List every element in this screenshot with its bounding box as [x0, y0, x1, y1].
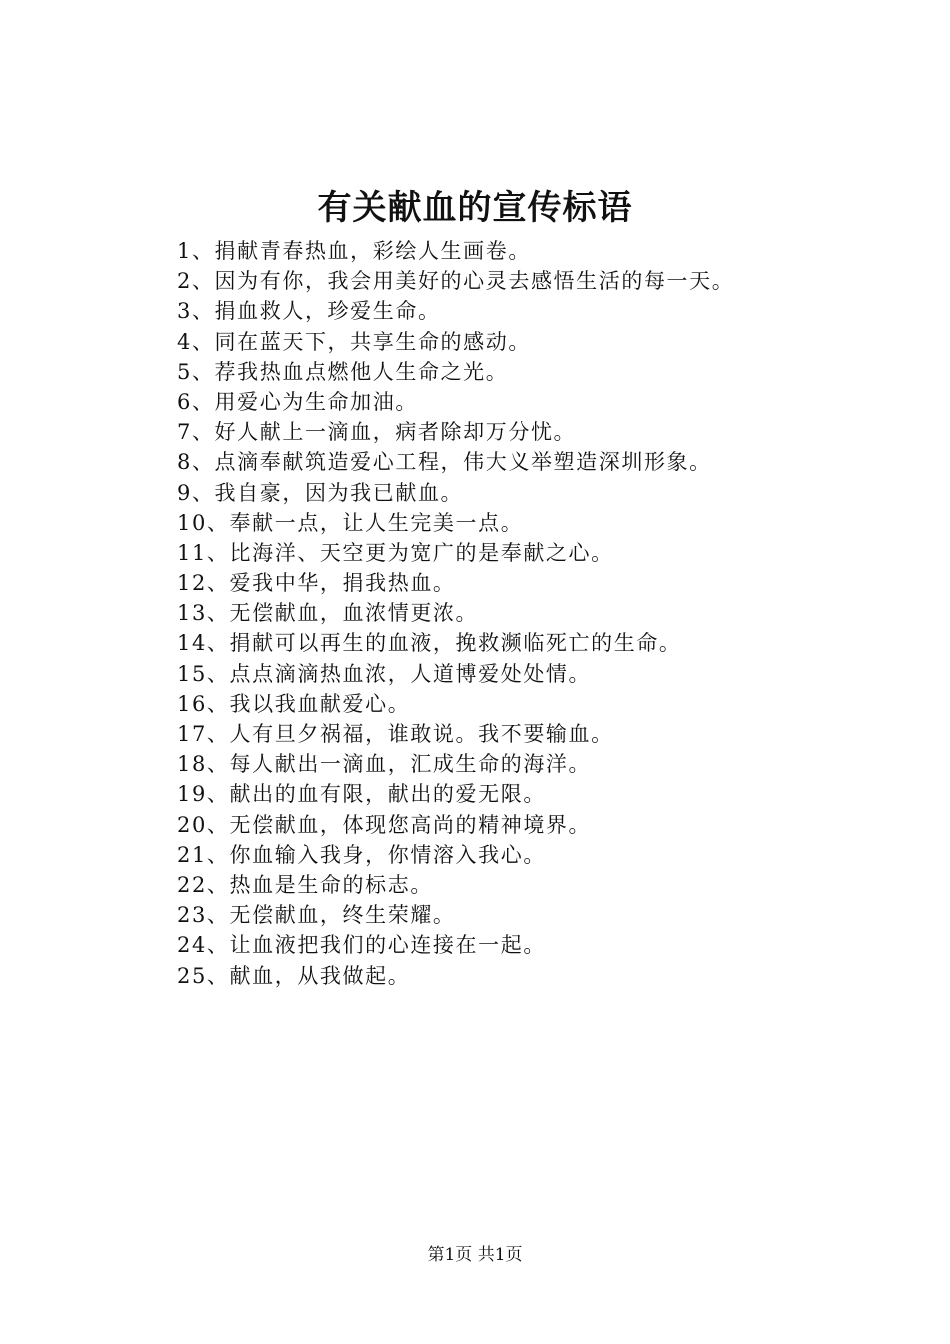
list-item: 4、同在蓝天下，共享生命的感动。	[177, 329, 531, 354]
slogan-list	[177, 236, 917, 991]
list-item: 10、奉献一点，让人生完美一点。	[177, 510, 524, 535]
list-item: 24、让血液把我们的心连接在一起。	[177, 933, 546, 958]
list-item: 15、点点滴滴热血浓，人道博爱处处情。	[177, 661, 592, 686]
list-item: 8、点滴奉献筑造爱心工程，伟大义举塑造深圳形象。	[177, 450, 712, 475]
list-item: 23、无偿献血，终生荣耀。	[177, 903, 456, 928]
list-item: 1、捐献青春热血，彩绘人生画卷。	[177, 239, 531, 263]
list-item: 16、我以我血献爱心。	[177, 691, 411, 716]
list-item: 13、无偿献血，血浓情更浓。	[177, 601, 479, 626]
list-item: 19、献出的血有限，献出的爱无限。	[177, 782, 546, 807]
list-item: 12、爱我中华，捐我热血。	[177, 571, 456, 596]
list-item: 5、荐我热血点燃他人生命之光。	[177, 359, 509, 384]
list-item: 21、你血输入我身，你情溶入我心。	[177, 842, 546, 867]
list-item: 7、好人献上一滴血，病者除却万分忧。	[177, 420, 577, 445]
list-item: 17、人有旦夕祸福，谁敢说。我不要输血。	[177, 722, 614, 746]
list-item: 20、无偿献血，体现您高尚的精神境界。	[177, 812, 592, 837]
list-item: 3、捐血救人，珍爱生命。	[177, 299, 441, 324]
list-item: 9、我自豪，因为我已献血。	[177, 480, 464, 505]
list-item: 14、捐献可以再生的血液，挽救濒临死亡的生命。	[177, 631, 682, 656]
list-item: 11、比海洋、天空更为宽广的是奉献之心。	[177, 540, 614, 565]
list-item: 2、因为有你，我会用美好的心灵去感悟生活的每一天。	[177, 269, 735, 294]
page-title: 有关献血的宣传标语	[317, 188, 633, 228]
list-item: 25、献血，从我做起。	[177, 963, 411, 988]
list-item: 6、用爱心为生命加油。	[177, 389, 418, 414]
list-item: 18、每人献出一滴血，汇成生命的海洋。	[177, 752, 592, 777]
page-number: 第1页 共1页	[427, 1245, 523, 1265]
list-item: 22、热血是生命的标志。	[177, 872, 433, 897]
